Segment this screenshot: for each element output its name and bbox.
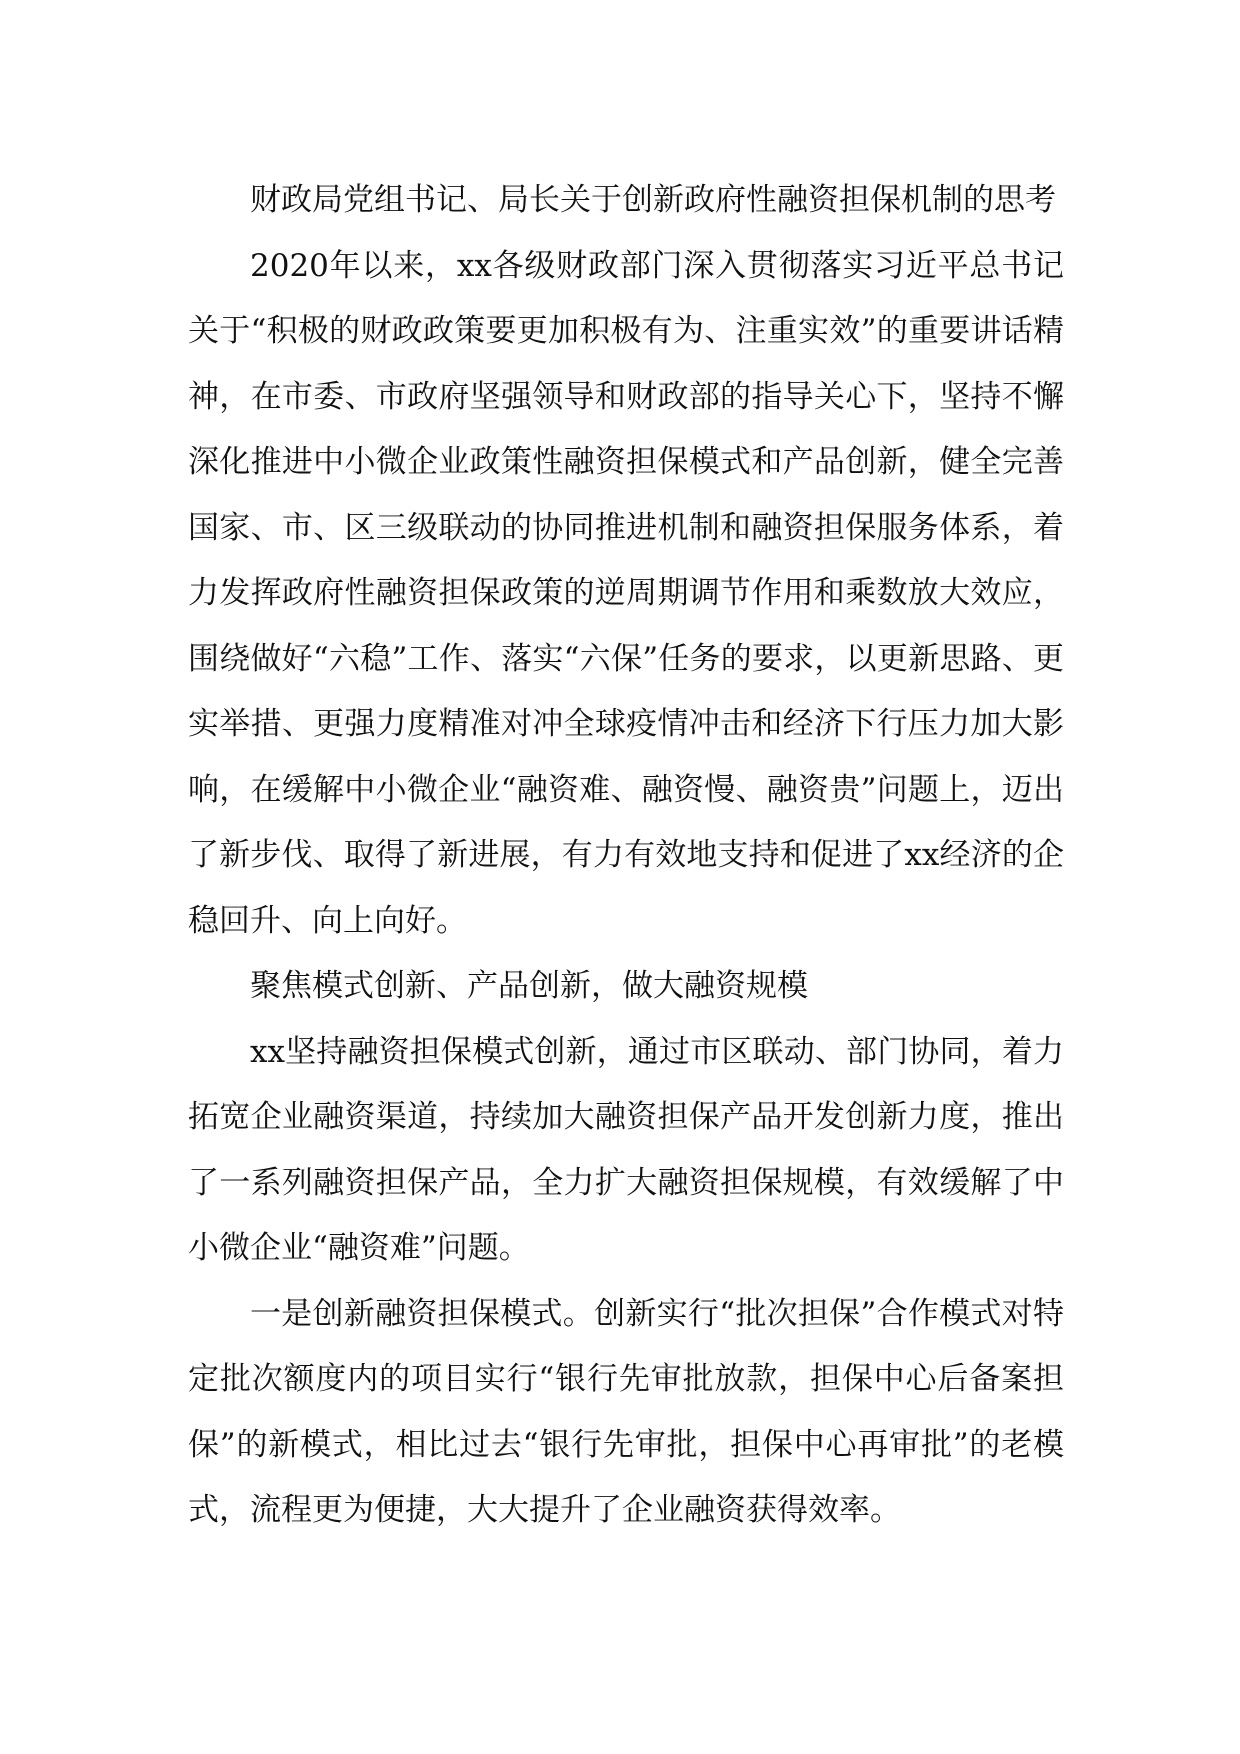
body-paragraph-guarantee-model: 一是创新融资担保模式。创新实行“批次担保”合作模式对特定批次额度内的项目实行“银行先审批放款，担保中心后备案担保”的新模式，相比过去“银行先审批，担保中心再审批”的老模式，流程更为便捷，大大提升了企业融资获得效率。	[188, 1295, 1064, 1528]
document-page	[188, 168, 1064, 1544]
body-paragraph-intro: 2020年以来，xx各级财政部门深入贯彻落实习近平总书记关于“积极的财政政策要更加积极有为、注重实效”的重要讲话精神，在市委、市政府坚强领导和财政部的指导关心下，坚持不懈深化推进中小微企业政策性融资担保模式和产品创新，健全完善国家、市、区三级联动的协同推进机制和融资担保服务体系，着力发挥政府性融资担保政策的逆周期调节作用和乘数放大效应，围绕做好“六稳”工作、落实“六保”任务的要求，以更新思路、更实举措、更强力度精准对冲全球疫情冲击和经济下行压力加大影响，在缓解中小微企业“融资难、融资慢、融资贵”问题上，迈出了新步伐、取得了新进展，有力有效地支持和促进了xx经济的企稳回升、向上向好。	[188, 247, 1064, 939]
document-title: 财政局党组书记、局长关于创新政府性融资担保机制的思考	[250, 182, 1056, 218]
body-paragraph-innovation: xx坚持融资担保模式创新，通过市区联动、部门协同，着力拓宽企业融资渠道，持续加大融资担保产品开发创新力度，推出了一系列融资担保产品，全力扩大融资担保规模，有效缓解了中小微企业“融资难”问题。	[188, 1033, 1064, 1266]
section-heading: 聚焦模式创新、产品创新，做大融资规模	[250, 968, 808, 1004]
